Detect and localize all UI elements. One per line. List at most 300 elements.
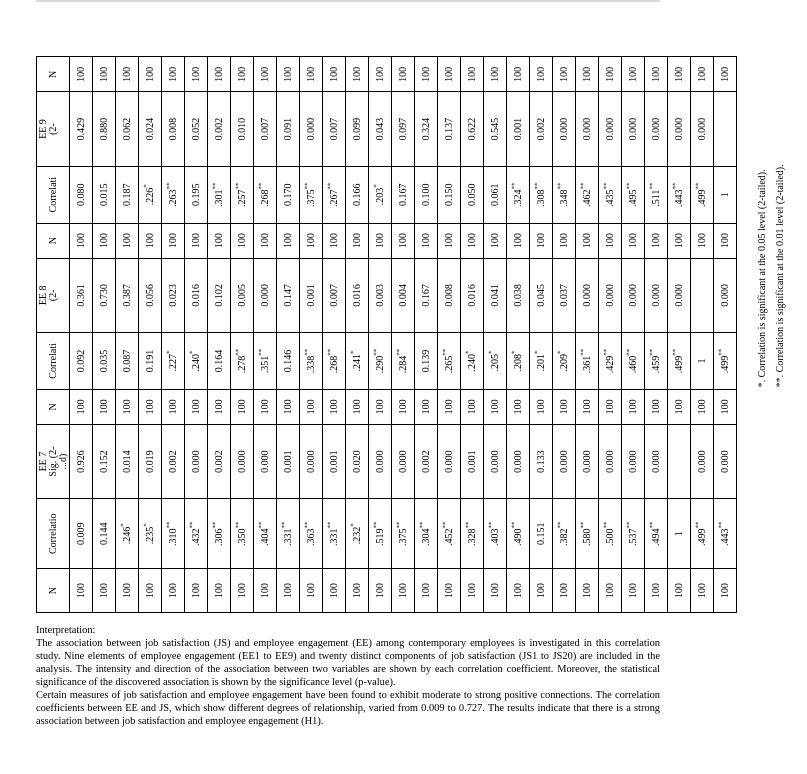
table-cell: 100 [162,389,185,424]
significance-star: ** [418,521,427,529]
table-cell: 100 [139,389,162,424]
significance-star: ** [234,348,243,356]
table-cell: .537** [622,499,645,569]
table-cell: 0.035 [93,333,116,390]
significance-star: * [188,350,197,354]
table-cell: 100 [415,569,438,613]
table-cell: 100 [300,389,323,424]
table-cell: 0.000 [622,424,645,498]
table-cell: 100 [461,389,484,424]
table-cell: .499** [691,499,714,569]
table-cell: 0.730 [93,258,116,332]
significance-star: ** [234,182,243,190]
table-cell: 100 [392,389,415,424]
table-row [162,0,185,613]
significance-star: * [372,184,381,188]
significance-star: ** [165,521,174,529]
table-cell: .495** [622,166,645,223]
table-cell: 0.004 [392,258,415,332]
significance-star: ** [579,521,588,529]
table-cell: 0.056 [139,258,162,332]
table-cell: 100 [116,389,139,424]
header-n: N [37,569,70,613]
table-cell: 0.020 [346,424,369,498]
table-cell: 100 [231,223,254,258]
significance-star: * [119,523,128,527]
significance-star: * [487,350,496,354]
table-cell: 100 [438,57,461,92]
table-cell: 100 [668,223,691,258]
significance-star: ** [625,521,634,529]
table-cell: 0.000 [553,424,576,498]
table-cell: 0.023 [162,258,185,332]
table-cell: .375** [300,166,323,223]
header-ee7-n: N [37,389,70,424]
table-cell: 100 [645,569,668,613]
table-cell: 100 [438,569,461,613]
significance-star: ** [441,348,450,356]
table-cell: 100 [415,57,438,92]
table-row [599,0,622,613]
table-cell: 100 [553,223,576,258]
table-cell: 0.000 [576,92,599,166]
interpretation-paragraph-2: Certain measures of job satisfaction and employee engagement have been found to exhibit moderate to strong positive connections. The correlation coefficients between EE and JS, which show different degrees of relationship, varied from 0.009 to 0.727. The results indicate that there is a strong association between job satisfaction and employee engagement (H1). [36,690,660,727]
table-cell: 0.000 [599,92,622,166]
table-cell: 100 [691,569,714,613]
table-cell: 100 [668,57,691,92]
table-row [392,0,415,613]
table-cell: 0.019 [139,424,162,498]
table-cell: 100 [530,569,553,613]
header-ee9-n: N [37,57,70,92]
table-cell: 100 [622,569,645,613]
table-cell: 0.008 [162,92,185,166]
table-cell: 100 [208,57,231,92]
table-cell: 100 [369,389,392,424]
table-cell: 100 [231,57,254,92]
significance-star: ** [257,521,266,529]
table-cell: 100 [70,569,93,613]
table-cell: 100 [714,57,737,92]
table-cell: 0.000 [254,424,277,498]
table-row [484,0,507,613]
table-cell: 0.001 [461,424,484,498]
table-row [323,0,346,613]
table-row [231,0,254,613]
table-cell: 0.195 [185,166,208,223]
table-cell [691,258,714,332]
table-cell: .499** [668,333,691,390]
significance-star: ** [648,521,657,529]
table-cell: 0.000 [645,258,668,332]
table-cell: .257** [231,166,254,223]
significance-star: ** [165,182,174,190]
table-cell: 100 [139,569,162,613]
header-ee9-sig: (2- [48,123,59,135]
table-cell: 0.097 [392,92,415,166]
table-cell: .240* [185,333,208,390]
table-cell: .331** [323,499,346,569]
table-cell: 0.010 [231,92,254,166]
significance-star: * [464,350,473,354]
table-row [346,0,369,613]
significance-star: ** [303,521,312,529]
table-cell: 100 [461,57,484,92]
table-cell: .499** [714,333,737,390]
table-cell: .432** [185,499,208,569]
significance-star: ** [625,182,634,190]
table-cell: 0.001 [323,424,346,498]
table-cell: 0.000 [254,258,277,332]
table-cell: 100 [530,223,553,258]
significance-star: ** [395,521,404,529]
table-cell: .201* [530,333,553,390]
table-cell: 0.000 [668,92,691,166]
significance-star: ** [579,348,588,356]
table-cell: .209* [553,333,576,390]
table-cell: 100 [139,57,162,92]
table-cell: 100 [369,569,392,613]
table-cell: .511** [645,166,668,223]
significance-star: ** [211,182,220,190]
table-cell: 100 [162,57,185,92]
table-cell: 100 [277,389,300,424]
table-cell: 100 [116,57,139,92]
table-cell: .232* [346,499,369,569]
significance-star: ** [257,182,266,190]
table-cell: 100 [392,57,415,92]
table-cell: 100 [438,389,461,424]
table-cell: 100 [392,569,415,613]
table-cell: .227* [162,333,185,390]
table-cell: 100 [691,389,714,424]
table-cell: 0.000 [622,92,645,166]
table-cell: 0.000 [392,424,415,498]
table-cell: .382** [553,499,576,569]
table-cell: 0.007 [323,92,346,166]
table-cell: .331** [277,499,300,569]
table-cell: 100 [553,569,576,613]
interpretation-paragraph-1: The association between job satisfaction (JS) and employee engagement (EE) among contemporary employees is investigated in this correlation study. Nine elements of employee engagement (EE1 to EE9) and twenty distinct components of job satisfaction (JS1 to JS20) are included in the analysis. The intensity and direction of the association between two variables are shown by each correlation coefficient. Moreover, the statistical significance of the discovered association is shown by the significance level (p-value). [36,638,660,688]
table-cell: 1 [691,333,714,390]
table-cell: 1 [714,166,737,223]
table-cell: 0.002 [415,424,438,498]
table-cell: 0.151 [530,499,553,569]
header-row [37,0,70,613]
table-cell: 100 [461,569,484,613]
table-cell: 0.007 [254,92,277,166]
table-cell: 0.001 [300,258,323,332]
table-cell: 0.002 [208,92,231,166]
table-cell [668,424,691,498]
table-cell: .500** [599,499,622,569]
table-cell: .208* [507,333,530,390]
table-cell: 0.166 [346,166,369,223]
significance-star: ** [303,348,312,356]
significance-star: ** [717,521,726,529]
table-cell: 0.000 [691,424,714,498]
table-cell: 100 [576,57,599,92]
table-cell: 0.052 [185,92,208,166]
table-cell: 0.016 [185,258,208,332]
table-cell: .284** [392,333,415,390]
table-cell: 100 [553,389,576,424]
table-cell: 100 [668,569,691,613]
header-ee7 [37,424,70,498]
table-cell: 0.001 [507,92,530,166]
table-cell: 100 [300,57,323,92]
table-cell: 100 [714,569,737,613]
significance-star: ** [441,521,450,529]
table-cell: 0.429 [70,92,93,166]
table-row [415,0,438,613]
table-cell: 0.000 [691,92,714,166]
table-cell: 100 [185,569,208,613]
table-cell: 100 [484,569,507,613]
significance-star: ** [510,521,519,529]
table-cell: 0.000 [438,424,461,498]
table-cell: 100 [622,389,645,424]
table-cell: 0.139 [415,333,438,390]
table-cell: 100 [70,57,93,92]
table-cell: 0.045 [530,258,553,332]
table-cell: 100 [346,57,369,92]
table-cell: 0.000 [599,424,622,498]
table-cell: .205* [484,333,507,390]
table-cell: .403** [484,499,507,569]
table-cell: .443** [714,499,737,569]
significance-star: * [142,523,151,527]
significance-star: ** [326,182,335,190]
table-cell: 0.622 [461,92,484,166]
table-cell: 100 [530,57,553,92]
table-cell: 100 [507,223,530,258]
table-cell: .278** [231,333,254,390]
table-cell: .301** [208,166,231,223]
table-cell: .240* [461,333,484,390]
significance-star: ** [372,348,381,356]
significance-star: ** [671,182,680,190]
table-cell: 100 [484,57,507,92]
table-cell: 0.146 [277,333,300,390]
header-ee9-corr: Correlati [37,166,70,223]
table-cell: 0.167 [415,258,438,332]
table-cell: 100 [300,223,323,258]
table-cell: 0.009 [70,499,93,569]
table-row [208,0,231,613]
table-cell: 100 [277,57,300,92]
table-cell: .460** [622,333,645,390]
table-cell: 100 [346,569,369,613]
table-cell: 100 [323,57,346,92]
table-row [714,0,737,613]
table-cell: .328** [461,499,484,569]
table-row [438,0,461,613]
table-cell: .350** [231,499,254,569]
significance-star: ** [395,348,404,356]
significance-star: ** [326,348,335,356]
table-cell: .235* [139,499,162,569]
table-row [553,0,576,613]
significance-star: ** [556,182,565,190]
table-cell: 0.000 [645,92,668,166]
table-cell: 0.003 [369,258,392,332]
table-cell: .435** [599,166,622,223]
table-cell: 0.361 [70,258,93,332]
table-cell: 0.152 [93,424,116,498]
table-cell: 0.037 [553,258,576,332]
table-cell: .265** [438,333,461,390]
significance-star: ** [257,348,266,356]
table-row [70,0,93,613]
table-cell: .226* [139,166,162,223]
table-cell: 0.150 [438,166,461,223]
table-cell: 100 [507,389,530,424]
table-cell: .203* [369,166,392,223]
significance-star: ** [464,521,473,529]
table-cell: 0.091 [277,92,300,166]
table-cell: 0.545 [484,92,507,166]
table-row [139,0,162,613]
table-cell: 100 [369,223,392,258]
table-cell: 0.016 [346,258,369,332]
significance-star: ** [487,521,496,529]
significance-star: * [349,350,358,354]
table-cell: 100 [323,389,346,424]
table-cell: 0.038 [507,258,530,332]
note-single: *. Correlation is significant at the 0.05 level (2-tailed). [757,169,768,388]
table-cell: .351** [254,333,277,390]
table-cell: .494** [645,499,668,569]
table-row [668,0,691,613]
table-cell: 100 [254,389,277,424]
table-cell: .452** [438,499,461,569]
table-cell: 0.000 [714,258,737,332]
header-ee7-name: EE 7 [38,451,49,472]
table-cell: 100 [231,389,254,424]
table-cell: 100 [70,389,93,424]
table-row [622,0,645,613]
table-cell: 1 [668,499,691,569]
table-cell: 0.015 [93,166,116,223]
table-cell: .459** [645,333,668,390]
table-cell: 0.167 [392,166,415,223]
significance-star: ** [372,521,381,529]
table-cell: 100 [208,223,231,258]
table-cell: 100 [116,223,139,258]
significance-star: ** [326,521,335,529]
significance-star: ** [303,182,312,190]
table-cell: .338** [300,333,323,390]
table-cell: .306** [208,499,231,569]
table-cell: 100 [645,223,668,258]
table-row [185,0,208,613]
significance-star: ** [648,348,657,356]
table-cell: 100 [93,569,116,613]
table-cell: 0.000 [622,258,645,332]
table-cell: 100 [599,569,622,613]
table-cell: 0.170 [277,166,300,223]
table-cell: 100 [185,389,208,424]
table-cell: 100 [369,57,392,92]
table-cell: 100 [507,569,530,613]
significance-star: ** [648,182,657,190]
significance-star: * [556,350,565,354]
table-cell: 0.926 [70,424,93,498]
table-cell: 100 [691,57,714,92]
table-cell: 100 [185,57,208,92]
table-cell: 0.187 [116,166,139,223]
table-cell: 0.014 [116,424,139,498]
significance-star: ** [280,521,289,529]
table-cell: 100 [484,223,507,258]
table-cell: 100 [438,223,461,258]
table-cell: 0.000 [714,424,737,498]
table-cell: 100 [576,569,599,613]
table-cell: 100 [139,223,162,258]
table-row [530,0,553,613]
table-cell: .499** [691,166,714,223]
table-cell: 0.043 [369,92,392,166]
table-cell: 0.164 [208,333,231,390]
table-row [277,0,300,613]
table-cell: 100 [714,389,737,424]
table-cell: 0.007 [323,258,346,332]
table-cell: 0.144 [93,499,116,569]
table-cell: 100 [277,223,300,258]
significance-star: ** [602,348,611,356]
table-cell: 100 [576,223,599,258]
header-ee7-sig-extra: ...d) [58,453,69,470]
table-cell: 0.050 [461,166,484,223]
table-cell: 100 [645,57,668,92]
table-cell: .348** [553,166,576,223]
table-cell: 100 [599,223,622,258]
table-cell: 0.002 [530,92,553,166]
table-cell: .246* [116,499,139,569]
table-cell: 0.000 [300,92,323,166]
table-cell: .443** [668,166,691,223]
table-cell: 0.061 [484,166,507,223]
table-cell: .519** [369,499,392,569]
table-cell: 100 [415,389,438,424]
table-row [461,0,484,613]
table-cell: 100 [185,223,208,258]
significance-star: ** [602,182,611,190]
table-cell: 0.133 [530,424,553,498]
header-ee9-name: EE 9 [38,119,49,139]
significance-star: ** [625,348,634,356]
table-cell: .241* [346,333,369,390]
table-cell: .375** [392,499,415,569]
significance-star: ** [717,348,726,356]
table-cell: 100 [93,223,116,258]
table-cell: .580** [576,499,599,569]
table-cell: 100 [645,389,668,424]
table-cell: 0.191 [139,333,162,390]
table-cell: 0.880 [93,92,116,166]
header-ee9 [37,92,70,166]
table-cell: .267** [323,166,346,223]
table-cell: 100 [714,223,737,258]
table-cell: 100 [576,389,599,424]
table-cell: 0.000 [369,424,392,498]
table-cell: 100 [254,57,277,92]
table-cell: 0.000 [553,92,576,166]
table-cell [714,92,737,166]
significance-star: * [165,350,174,354]
header-ee8 [37,258,70,332]
